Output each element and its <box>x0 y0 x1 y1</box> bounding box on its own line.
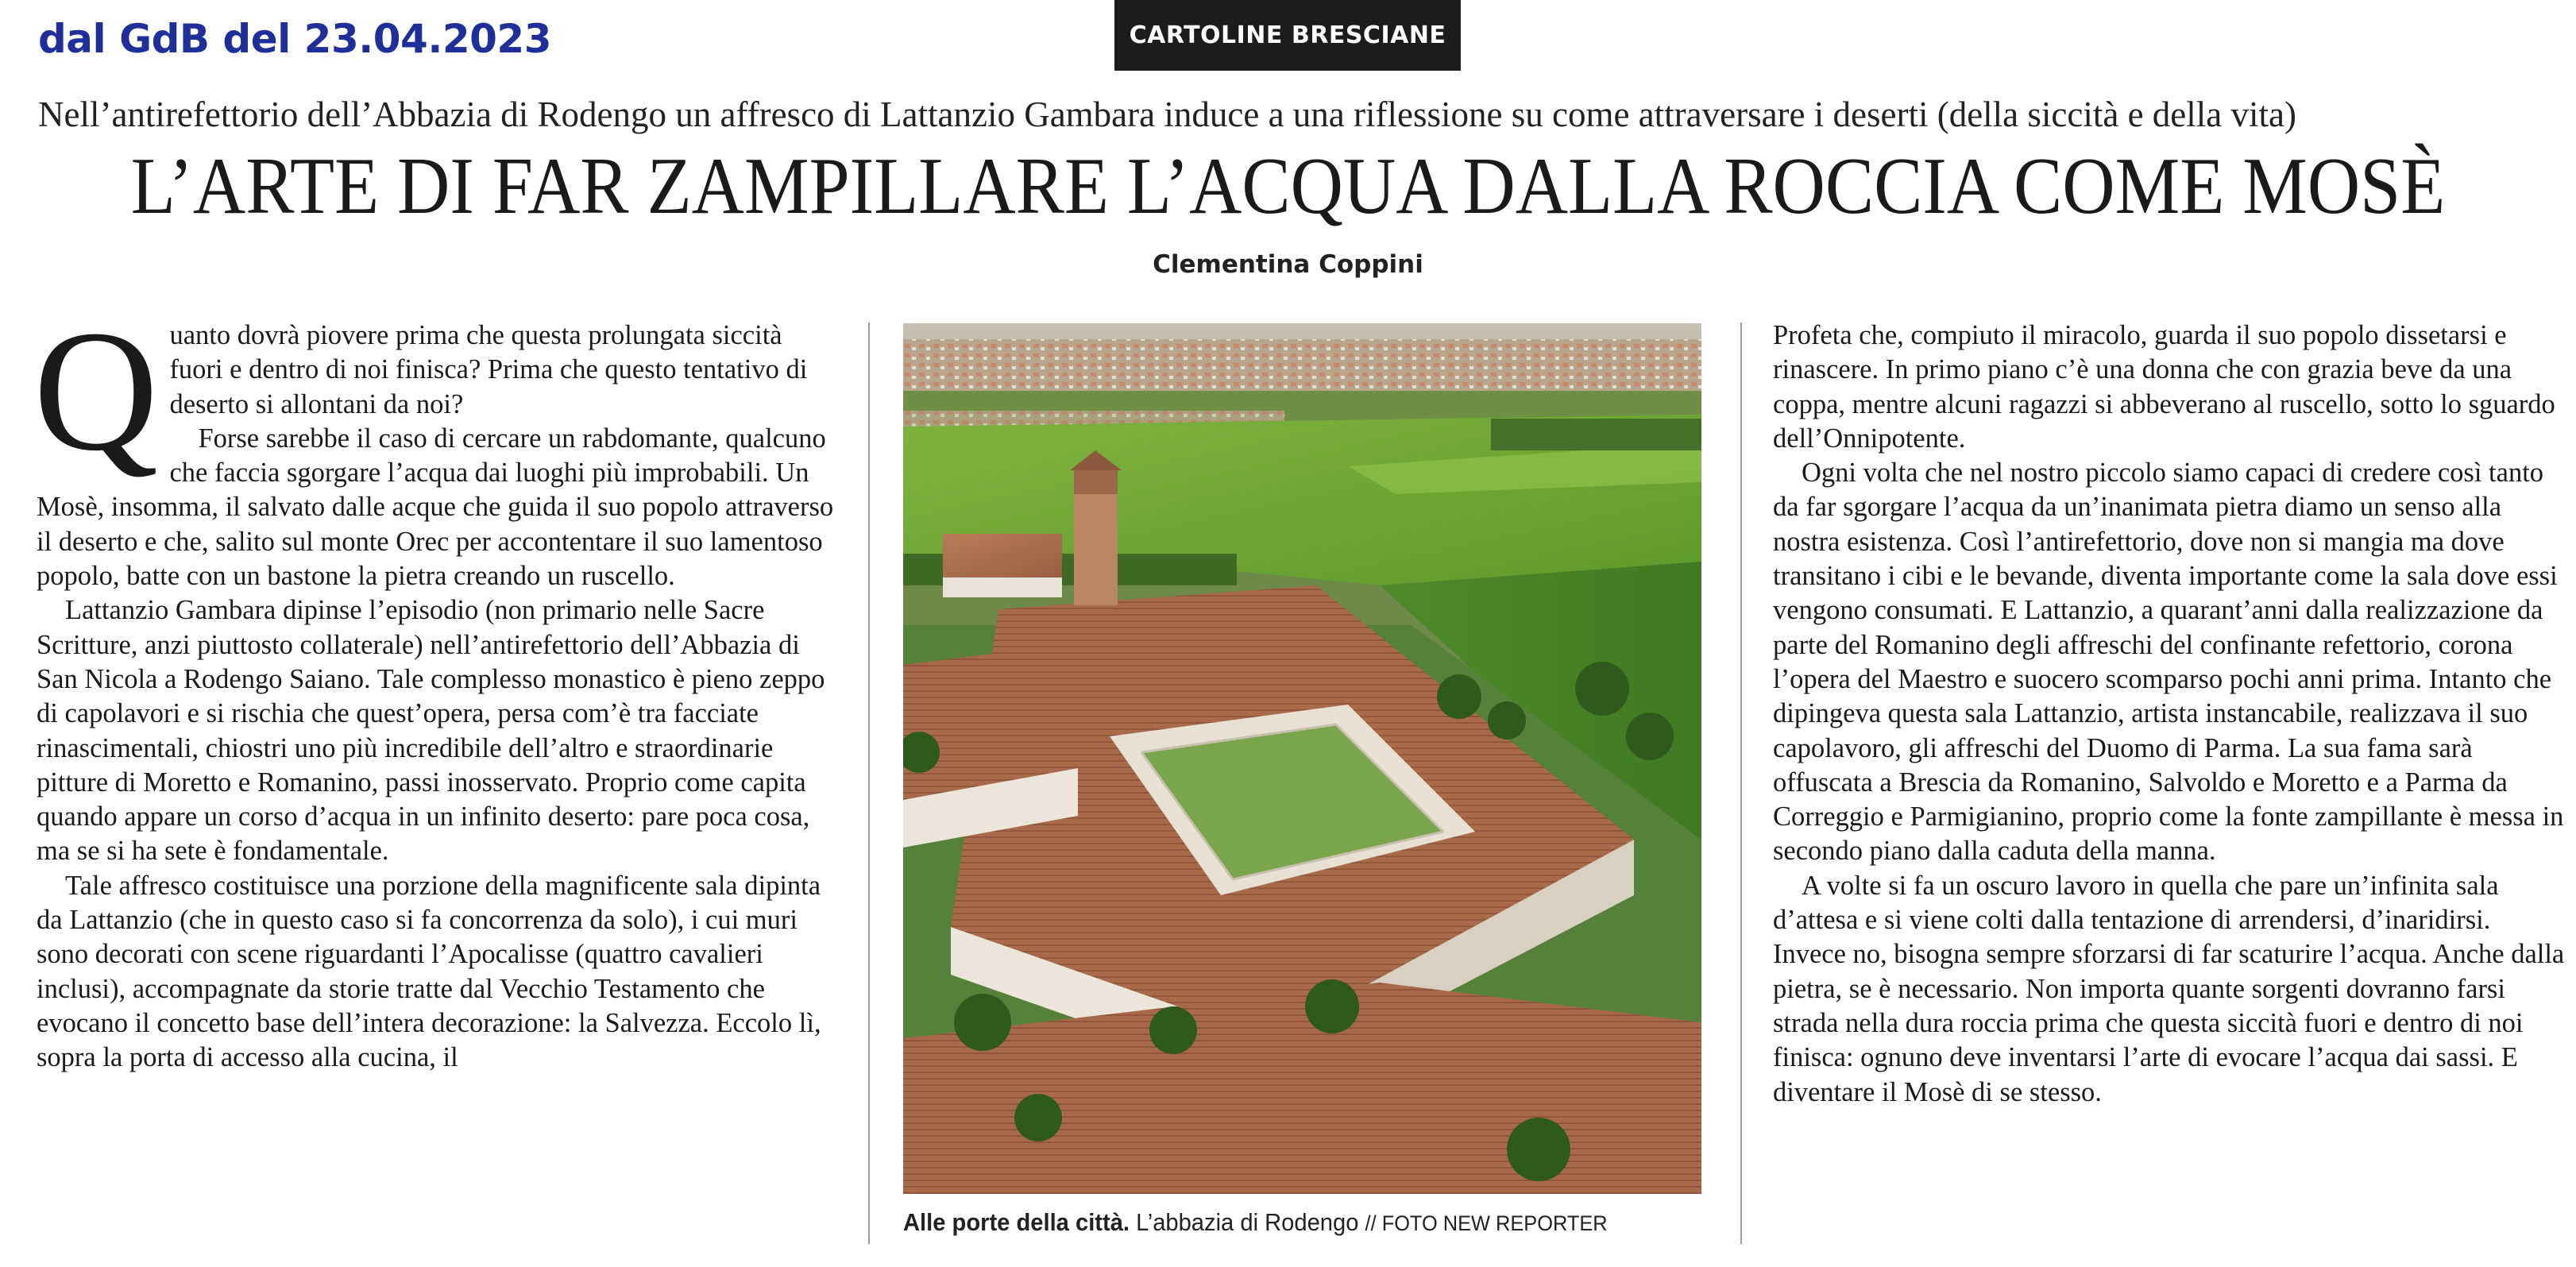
column-divider <box>868 323 870 1244</box>
section-rubric: CARTOLINE BRESCIANE <box>1114 0 1461 71</box>
article-paragraph: A volte si fa un oscuro lavoro in quella che pare un’infinita sala d’attesa e si viene colti dalla tentazione di arrendersi, d’inaridirsi. Invece no, bisogna sempre sforzarsi di far scaturire l’acqua. Anche dalla pietra, se è necessario. Non importa quante sorgenti dovranno farsi strada nella dura roccia prima che questa siccità fuori e dentro di noi finisca: ognuno deve inventarsi l’arte di evocare l’acqua dai sassi. E diventare il Mosè di se stesso. <box>1773 870 2565 1107</box>
caption-credit: // FOTO NEW REPORTER <box>1365 1211 1608 1235</box>
caption-lead: Alle porte della città. <box>903 1208 1130 1236</box>
article-paragraph: Profeta che, compiuto il miracolo, guarda il suo popolo dissetarsi e rinascere. In primo piano c’è una donna che con grazia beve da una coppa, mentre alcuni ragazzi si abbeverano al ruscello, sotto lo sguardo dell’Onnipotente. <box>1773 320 2555 454</box>
article-headline: L’ARTE DI FAR ZAMPILLARE L’ACQUA DALLA ROCCIA COME MOSÈ <box>130 141 2446 231</box>
column-divider <box>1740 323 1742 1244</box>
article-kicker: Nell’antirefettorio dell’Abbazia di Rodengo un affresco di Lattanzio Gambara induce a una riflessione su come attraversare i deserti (della siccità e della vita) <box>38 95 2296 134</box>
article-paragraph: Tale affresco costituisce una porzione della magnificente sala dipinta da Lattanzio (che in questo caso si fa concorrenza da solo), i cui muri sono decorati con scene riguardanti l’Apocalisse (quattro cavalieri inclusi), accompagnate da storie tratte dal Vecchio Testamento che evocano il concetto base dell’intera decorazione: la Salvezza. Eccolo lì, sopra la porta di accesso alla cucina, il <box>37 870 821 1073</box>
article-paragraph: Lattanzio Gambara dipinse l’episodio (non primario nelle Sacre Scritture, anzi piuttosto collaterale) nell’antirefettorio dell’Abbazia di San Nicola a Rodengo Saiano. Tale complesso monastico è pieno zeppo di capolavori e si rischia che quest’opera, persa com’è tra facciate rinascimentali, chiostri uno più incredibile dell’altro e straordinarie pitture di Moretto e Romanino, passi inosservato. Proprio come capita quando appare un corso d’acqua in un infinito deserto: pare poca cosa, ma se si ha sete è fondamentale. <box>37 595 825 867</box>
article-byline: Clementina Coppini <box>1153 250 1423 279</box>
caption-text: L’abbazia di Rodengo <box>1136 1208 1359 1236</box>
photo-caption <box>903 1208 1665 1237</box>
abbey-aerial-photo <box>903 323 1701 1194</box>
article-paragraph: Ogni volta che nel nostro piccolo siamo capaci di credere così tanto da far sgorgare l’acqua da un’inanimata pietra diamo un senso alla nostra esistenza. Così l’antirefettorio, dove non si mangia ma dove transitano i cibi e le bevande, diventa importante come la sala dove essi vengono consumati. E Lattanzio, a quarant’anni dalla realizzazione da parte del Romanino degli affreschi del confinante refettorio, corona l’opera del Maestro e suocero scomparso pochi anni prima. Intanto che dipingeva questa sala Lattanzio, artista instancabile, realizzava il suo capolavoro, gli affreschi del Duomo di Parma. La sua fama sarà offuscata a Brescia da Romanino, Salvoldo e Moretto e a Parma da Correggio e Parmigianino, proprio come la fonte zampillante è messa in secondo piano dalla caduta della manna. <box>1773 458 2564 867</box>
article-column-right <box>1773 319 2567 1110</box>
article-paragraph: uanto dovrà piovere prima che questa prolungata siccità fuori e dentro di noi finisca? Prima che questo tentativo di deserto si allontani da noi? <box>169 320 808 419</box>
source-label: dal GdB del 23.04.2023 <box>38 16 551 62</box>
drop-cap: Q <box>33 296 159 487</box>
article-column-left <box>33 296 839 1076</box>
article-paragraph: Forse sarebbe il caso di cercare un rabdomante, qualcuno che faccia sgorgare l’acqua dai luoghi più improbabili. Un Mosè, insomma, il salvato dalle acque che guida il suo popolo attraverso il deserto e che, salito sul monte Orec per accontentare il suo lamentoso popolo, batte con un bastone la pietra creando un ruscello. <box>37 423 834 592</box>
